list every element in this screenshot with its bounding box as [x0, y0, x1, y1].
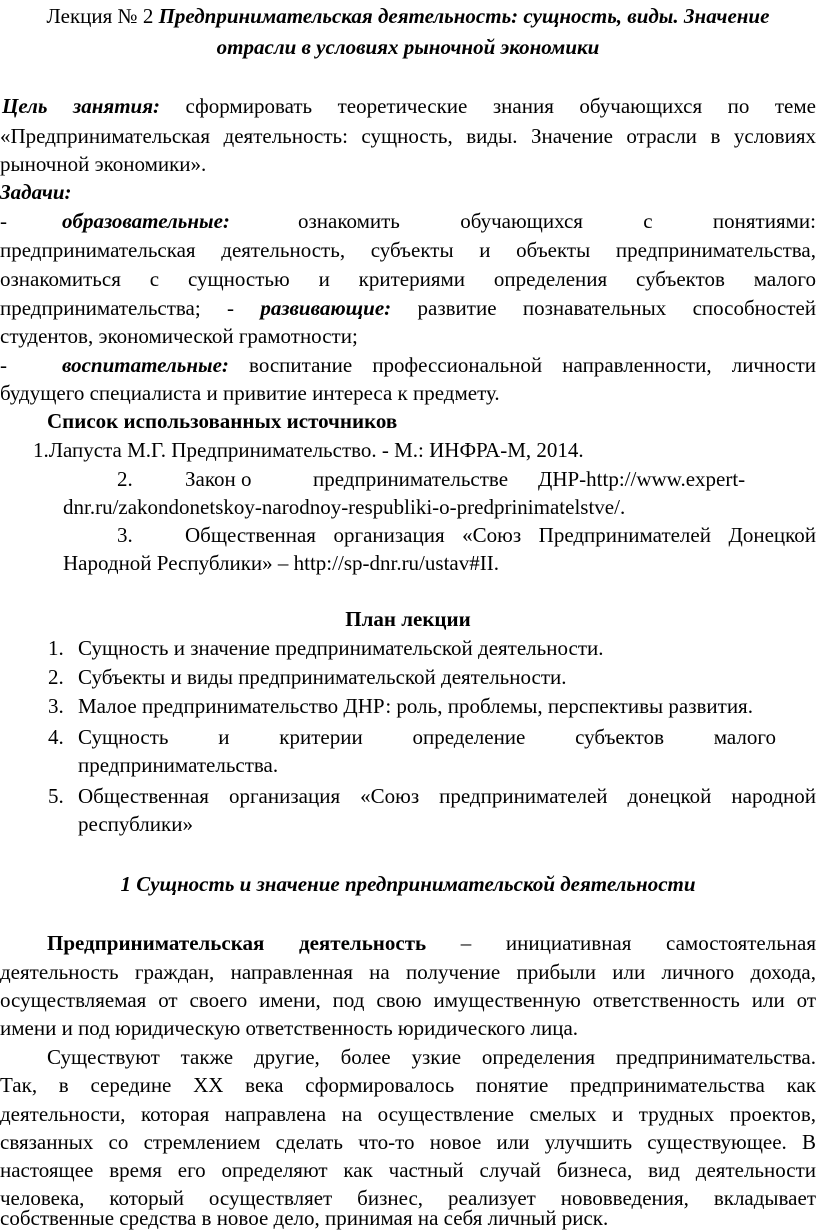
task-edu-dash: - [0, 209, 7, 233]
task-upbr-line: воспитательные: воспитание профессиональной направленности, личности [62, 353, 816, 377]
source-item-3-number: 3. [117, 523, 133, 547]
plan-item-4-continued: предпринимательства. [78, 753, 279, 777]
lecture-number: Лекция № 2 [46, 4, 159, 28]
section-1-p2-line-5: настоящее время его определяют как частный случай бизнеса, вид деятельности [0, 1158, 816, 1182]
task-line-2: предпринимательская деятельность, субъекты и объекты предпринимательства, [0, 238, 816, 262]
section-1-heading: 1 Сущность и значение предпринимательской деятельности [120, 872, 696, 896]
plan-item-3-text: Малое предпринимательство ДНР: роль, проблемы, перспективы развития. [78, 694, 753, 718]
term-entrepreneurship: Предпринимательская деятельность [47, 931, 427, 955]
sources-heading: Список использованных источников [47, 409, 398, 433]
plan-heading: План лекции [345, 607, 471, 631]
plan-item-2-number: 2. [48, 665, 64, 689]
goal-line-2: «Предпринимательская деятельность: сущность, виды. Значение отрасли в условиях [0, 124, 816, 148]
task-line-3: ознакомиться с сущностью и критериями определения субъектов малого [0, 267, 816, 291]
section-1-p2-line-3: деятельности, которая направлена на осуществление смелых и трудных проектов, [0, 1102, 816, 1126]
source-item-2-b: предпринимательстве [313, 467, 509, 491]
plan-item-1-number: 1. [48, 636, 64, 660]
plan-item-3-number: 3. [48, 694, 64, 718]
goal-line-3: рыночной экономики». [0, 152, 207, 176]
plan-item-4-text: Сущность и критерии определение субъектов малого [78, 725, 776, 749]
task-upbr-label: воспитательные: [62, 353, 229, 377]
section-1-p2-line-6: человека, который осуществляет бизнес, реализует нововведения, вкладывает [0, 1186, 816, 1210]
source-item-1: 1.Лапуста М.Г. Предпринимательство. - М.: ИНФРА-М, 2014. [33, 438, 584, 462]
task-dev-label: развивающие: [260, 296, 392, 320]
lecture-title-line-1 [0, 6, 816, 27]
source-item-2-number: 2. [117, 467, 133, 491]
lecture-title: Предпринимательская деятельность: сущность, виды. Значение [158, 4, 770, 28]
task-line-4: предпринимательства; - развивающие: развитие познавательных способностей [0, 296, 816, 320]
section-1-p1-line-3: осуществляемая от своего имени, под свою имущественную ответственность или от [0, 988, 816, 1012]
source-item-3-text: Общественная организация «Союз Предпринимателей Донецкой [185, 523, 816, 547]
plan-item-5-number: 5. [48, 784, 64, 808]
goal-label: Цель занятия: [2, 94, 161, 118]
lecture-title-line-2: отрасли в условиях рыночной экономики [216, 35, 600, 59]
plan-item-4-number: 4. [48, 725, 64, 749]
section-1-p1-line-1: Предпринимательская деятельность – инициативная самостоятельная [47, 931, 816, 955]
section-1-p2-line-2: Так, в середине XX века сформировалось понятие предпринимательства как [0, 1073, 816, 1097]
section-1-p1-line-2: деятельность граждан, направленная на получение прибыли или личного дохода, [0, 960, 816, 984]
plan-item-1-text: Сущность и значение предпринимательской деятельности. [78, 636, 604, 660]
task-line-7: будущего специалиста и привитие интереса к предмету. [0, 381, 500, 405]
section-1-p1-line-4: имени и под юридическую ответственность юридического лица. [0, 1016, 579, 1040]
task-line-5: студентов, экономической грамотности; [0, 324, 358, 348]
source-item-2-a: Закон о [185, 467, 252, 491]
task-upbr-dash: - [0, 353, 7, 377]
plan-item-2-text: Субъекты и виды предпринимательской деятельности. [78, 665, 567, 689]
source-item-2-continued: dnr.ru/zakondonetskoy-narodnoy-respubliki-o-predprinimatelstve/. [63, 495, 626, 519]
section-1-p2-line-1: Существуют также другие, более узкие определения предпринимательства. [47, 1045, 816, 1069]
goal-line-1: Цель занятия: сформировать теоретические знания обучающихся по теме [2, 94, 816, 118]
tasks-label: Задачи: [0, 180, 72, 204]
source-item-3-continued: Народной Республики» – http://sp-dnr.ru/ustav#II. [63, 551, 499, 575]
plan-item-5-continued: республики» [78, 812, 193, 836]
task-edu-text: ознакомить обучающихся с понятиями: [298, 209, 816, 233]
task-edu-label: образовательные: [62, 209, 230, 233]
plan-item-5-text: Общественная организация «Союз предпринимателей донецкой народной [78, 784, 816, 808]
source-item-2-c: ДНР-http://www.expert- [538, 467, 746, 491]
section-1-p2-line-4: связанных со стремлением сделать что-то новое или улучшить существующее. В [0, 1130, 816, 1154]
section-1-p2-line-7: собственные средства в новое дело, принимая на себя личный риск. [0, 1206, 609, 1230]
